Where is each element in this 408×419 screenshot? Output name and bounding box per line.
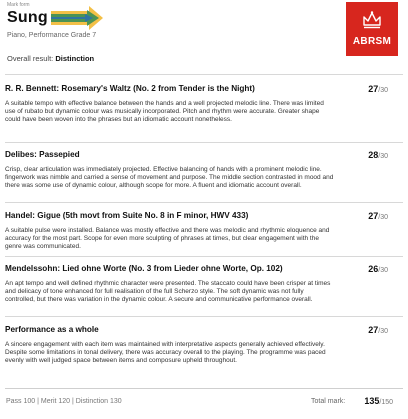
overall-result-label: Overall result: — [7, 54, 54, 63]
piece-mark — [368, 211, 388, 221]
header — [5, 2, 403, 72]
overall-result-value: Distinction — [55, 54, 95, 63]
abrsm-logo — [346, 2, 398, 56]
divider — [5, 256, 403, 257]
piece-mark-value: 27 — [368, 211, 379, 221]
piece-mark-out-of: /30 — [378, 328, 388, 335]
divider — [5, 142, 403, 143]
grade-line: Piano, Performance Grade 7 — [7, 32, 97, 39]
piece-comment: Crisp, clear articulation was immediately projected. Effective balancing of hands with a prominent melodic line. fingerwork was nimble and carried a sense of movement and purpose. The middle section contrasted in mood and there was some use of dynamic colour, although scope for more. A fluent and idiomatic account overall. — [5, 166, 334, 190]
piece-mark — [368, 84, 388, 94]
piece-mark-value: 28 — [368, 150, 379, 160]
divider — [5, 316, 403, 317]
mark-form-label: Mark form — [7, 2, 30, 8]
footer-divider — [5, 388, 403, 389]
piece-comment: A suitable pulse were installed. Balance was mostly effective and there was melodic and rhythmic eloquence and accuracy for the most part. Scope for even more sculpting of phrases at times, but clear engagement with the genre was communicated. — [5, 227, 330, 251]
total-mark-value: 135 — [364, 396, 380, 406]
piece-mark — [368, 325, 388, 335]
total-mark-out-of: /150 — [379, 399, 393, 406]
piece-comment: An apt tempo and well defined rhythmic character were presented. The staccato could have been crisper at times and delicacy of tone enhanced for full realisation of the full Scherzo style. The soft dynamic was not fully controlled, but there was variation in the dynamic colour. A secure and communicative performance overall. — [5, 280, 331, 304]
piece-comment: A suitable tempo with effective balance between the hands and a well projected melodic line. There was limited use of rubato but dynamic colour was musically incorporated. Pitch and rhythm were accurate. Greater shape could have been woven into the phrases but an idiomatic account nonetheless. — [5, 100, 324, 124]
piece-mark-out-of: /30 — [378, 267, 388, 274]
divider — [5, 74, 403, 75]
piece-mark-value: 27 — [368, 325, 379, 335]
piece-title: Performance as a whole — [5, 325, 99, 334]
arrow-logo-icon — [49, 5, 105, 31]
total-mark-label: Total mark: — [311, 398, 346, 405]
total-mark — [364, 396, 393, 406]
mark-thresholds: Pass 100 | Merit 120 | Distinction 130 — [6, 398, 122, 405]
piece-title: R. R. Bennett: Rosemary's Waltz (No. 2 from Tender is the Night) — [5, 84, 255, 93]
piece-mark-value: 26 — [368, 264, 379, 274]
piece-mark-out-of: /30 — [378, 87, 388, 94]
candidate-name: Sung — [7, 9, 48, 26]
piece-mark — [368, 150, 388, 160]
piece-title: Handel: Gigue (5th movt from Suite No. 8 in F minor, HWV 433) — [5, 211, 249, 220]
crown-icon — [362, 10, 382, 30]
piece-title: Delibes: Passepied — [5, 150, 80, 159]
overall-result — [7, 54, 94, 63]
divider — [5, 202, 403, 203]
piece-comment: A sincere engagement with each item was maintained with interpretative aspects generally achieved effectively. Despite some limitations in tonal delivery, there was accuracy overall to the playing. The programme was paced evenly with well judged space between items and composure upheld throughout. — [5, 341, 326, 365]
piece-title: Mendelssohn: Lied ohne Worte (No. 3 from Lieder ohne Worte, Op. 102) — [5, 264, 283, 273]
piece-mark-out-of: /30 — [378, 153, 388, 160]
piece-mark-value: 27 — [368, 84, 379, 94]
abrsm-logo-text: ABRSM — [352, 36, 392, 47]
piece-mark — [368, 264, 388, 274]
candidate-name-row — [7, 9, 167, 33]
piece-mark-out-of: /30 — [378, 214, 388, 221]
